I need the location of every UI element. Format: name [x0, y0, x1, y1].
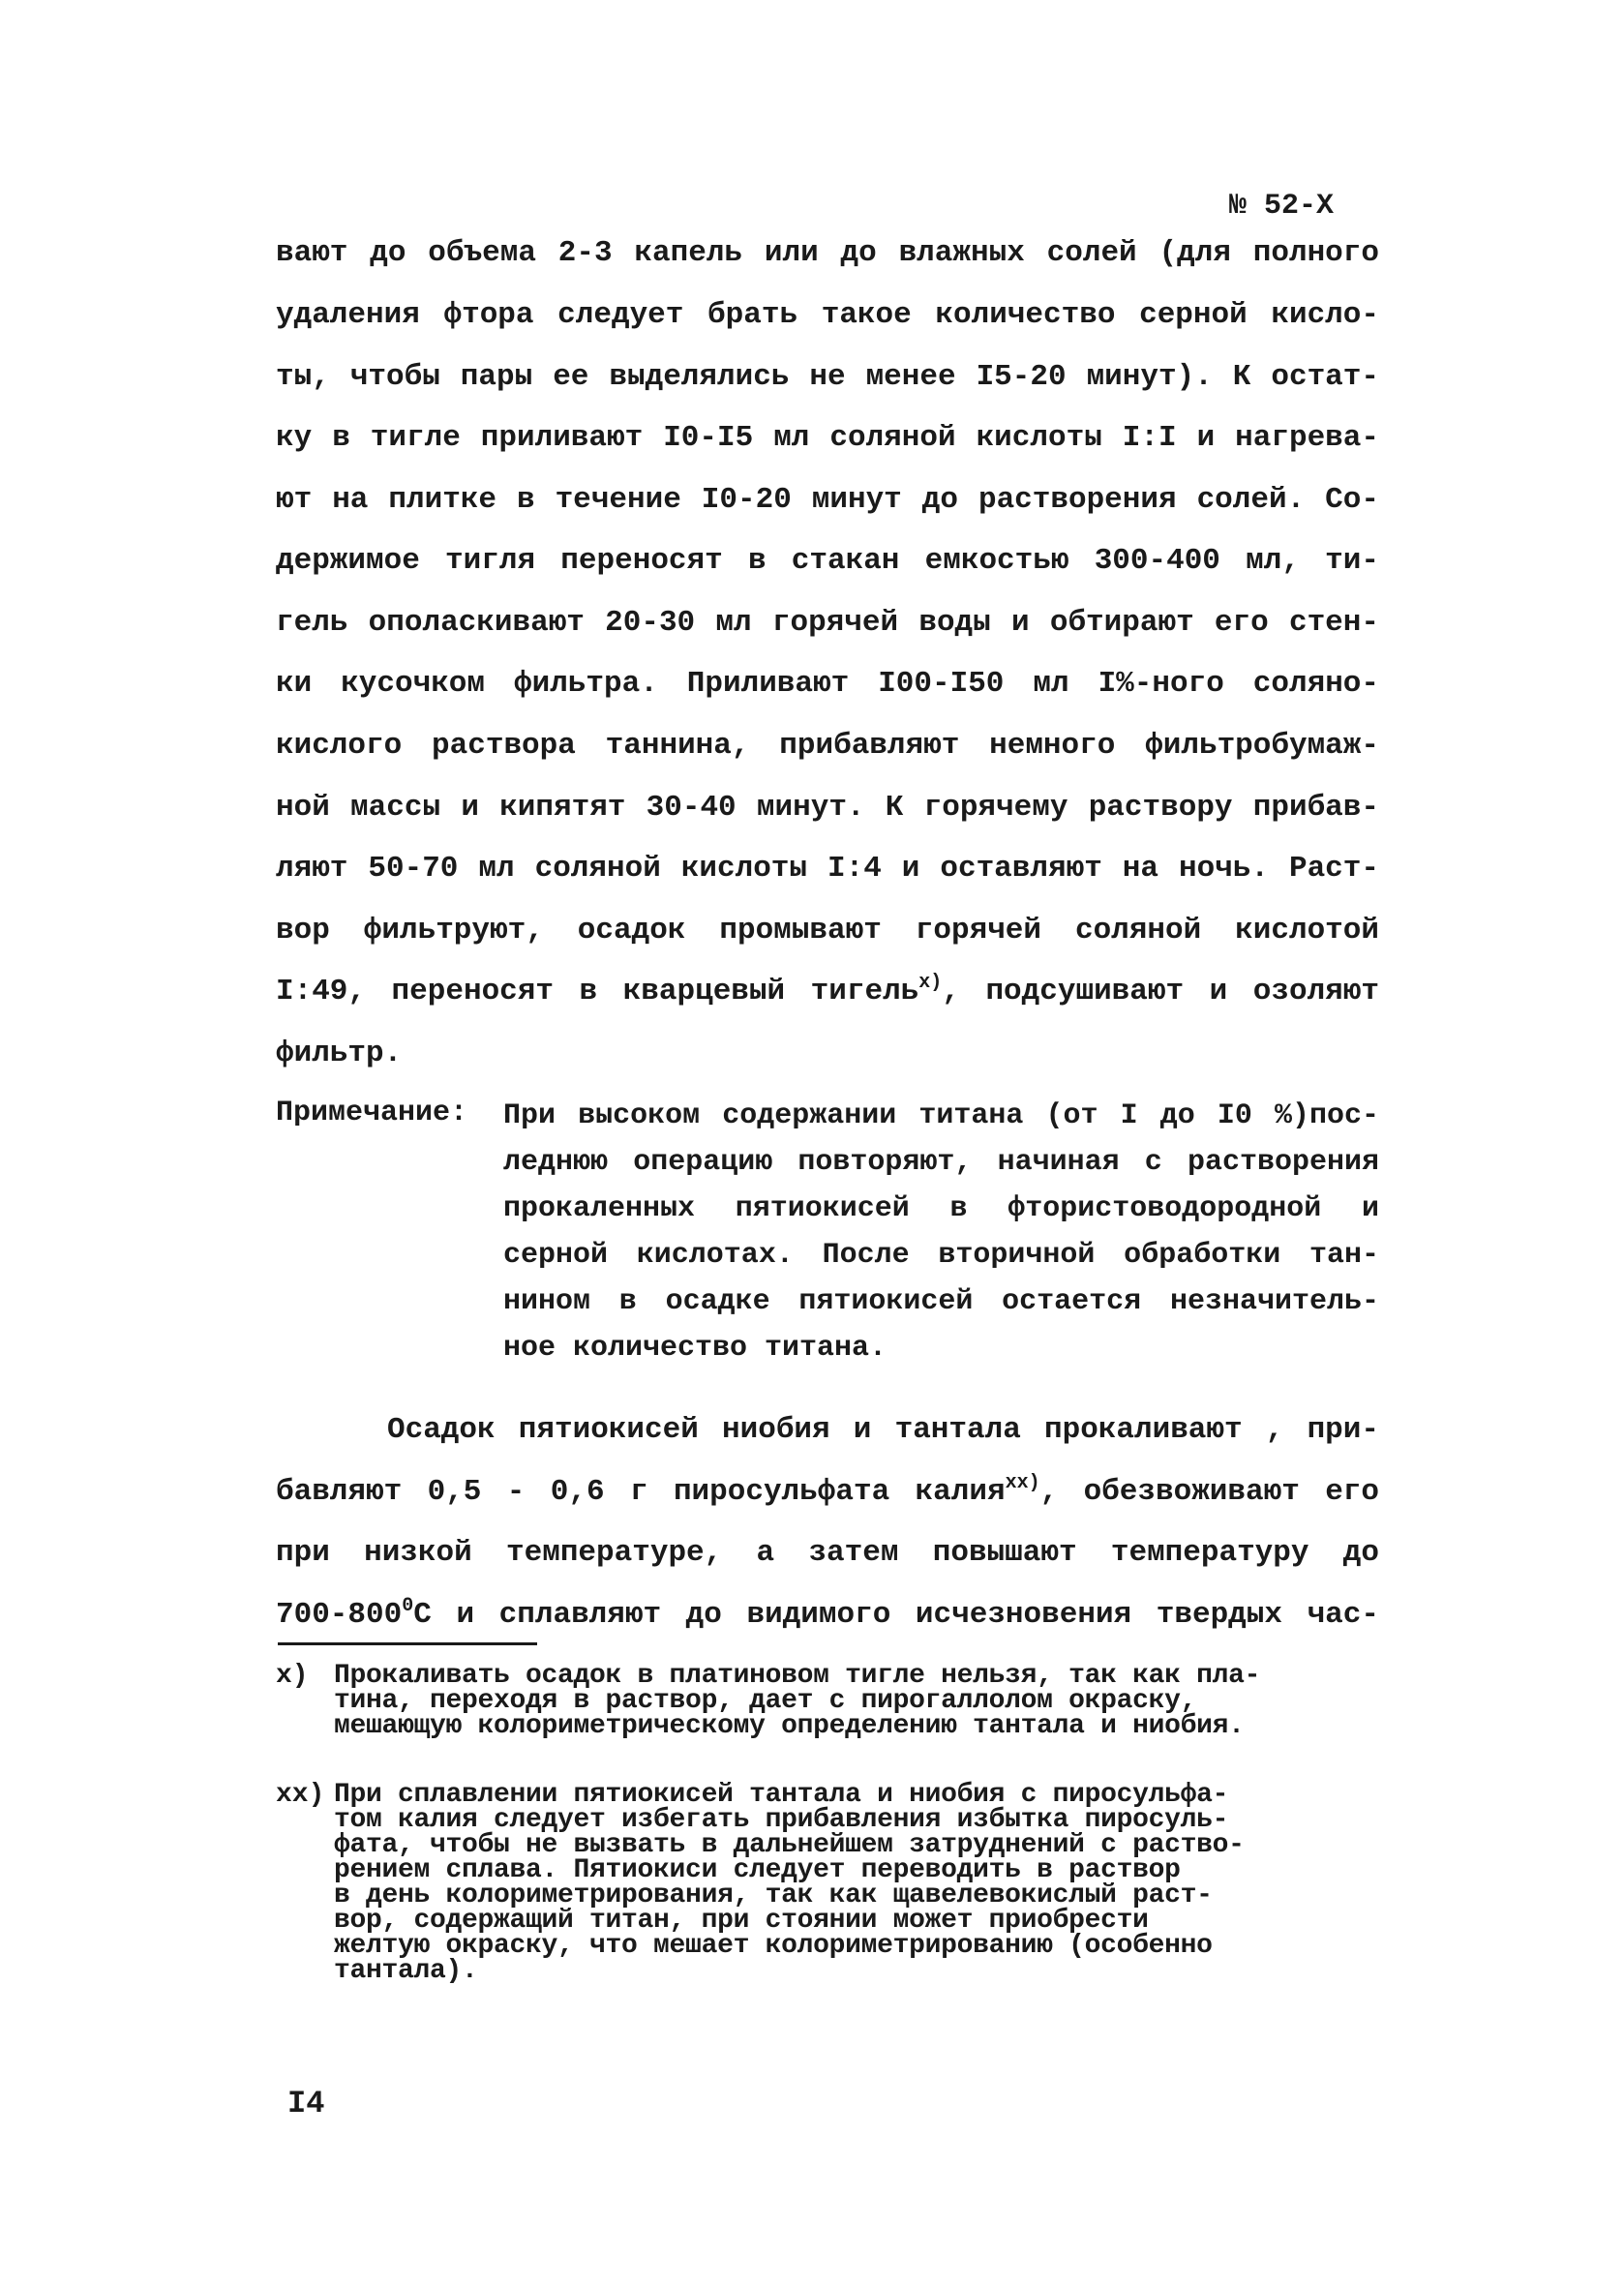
document-number: № 52-Х — [1229, 190, 1335, 223]
footnote-1-line-1: Прокаливать осадок в платиновом тигле нельзя, так как пла- — [334, 1661, 1261, 1691]
footnote-2-line-5: в день колориметрирования, так как щавелевокислый раст- — [334, 1880, 1213, 1910]
para2-line-3: при низкой температуре, а затем повышают температуру до — [276, 1536, 1379, 1570]
para1-line-10: ной массы и кипятят 30-40 минут. К горячему раствору прибав- — [276, 791, 1379, 825]
para1-line-1: вают до объема 2-3 капель или до влажных солей (для полного — [276, 236, 1379, 270]
note-line-3: прокаленных пятиокисей в фтористоводородной и — [503, 1192, 1379, 1225]
para2-line-2-text: бавляют 0,5 - 0,6 г пиросульфата калия — [276, 1475, 1006, 1509]
para2-line-4 — [276, 1596, 1379, 1635]
footnote-2-line-2: том калия следует избегать прибавления избытка пиросуль- — [334, 1805, 1229, 1835]
note-label: Примечание: — [276, 1097, 468, 1129]
para1-line-3: ты, чтобы пары ее выделялись не менее I5-20 минут). К остат- — [276, 360, 1379, 394]
footnote-2-line-4: рением сплава. Пятиокиси следует переводить в раствор — [334, 1855, 1181, 1885]
para1-line-2: удаления фтора следует брать такое количество серной кисло- — [276, 298, 1379, 332]
footnote-ref-xx: хх) — [1005, 1472, 1040, 1494]
para2-line-2 — [276, 1473, 1379, 1512]
footnote-2-marker: хх) — [276, 1780, 325, 1810]
para1-line-14: фильтр. — [276, 1037, 403, 1070]
footnote-2-line-6: вор, содержащий титан, при стоянии может приобрести — [334, 1906, 1149, 1936]
para2-line-4-text-end: С и сплавляют до видимого исчезновения твердых час- — [413, 1598, 1379, 1632]
footnote-2-line-3: фата, чтобы не вызвать в дальнейшем затруднений с раство- — [334, 1830, 1245, 1860]
note-line-2: леднюю операцию повторяют, начиная с растворения — [503, 1146, 1379, 1179]
footnote-2-line-1: При сплавлении пятиокисей тантала и ниобия с пиросульфа- — [334, 1780, 1229, 1810]
note-line-4: серной кислотах. После вторичной обработки тан- — [503, 1239, 1379, 1272]
footnote-separator — [278, 1642, 537, 1645]
page-number: I4 — [287, 2086, 325, 2121]
para1-line-11: ляют 50-70 мл соляной кислоты I:4 и оставляют на ночь. Раст- — [276, 852, 1379, 886]
degree-superscript: 0 — [402, 1595, 414, 1617]
para1-line-6: держимое тигля переносят в стакан емкостью 300-400 мл, ти- — [276, 544, 1379, 578]
para1-line-12: вор фильтруют, осадок промывают горячей соляной кислотой — [276, 914, 1379, 947]
footnote-1-line-2: тина, переходя в раствор, дает с пирогаллолом окраску, — [334, 1686, 1197, 1716]
note-line-5: нином в осадке пятиокисей остается незначитель- — [503, 1285, 1379, 1318]
para1-line-13-text: I:49, переносят в кварцевый тигель — [276, 975, 919, 1008]
note-line-6: ное количество титана. — [503, 1332, 887, 1365]
para2-line-4-text: 700-800 — [276, 1598, 403, 1632]
para1-line-13-text-end: , подсушивают и озоляют — [942, 975, 1379, 1008]
para1-line-13 — [276, 973, 1379, 1011]
footnote-2-line-7: желтую окраску, что мешает колориметрированию (особенно — [334, 1931, 1213, 1961]
para2-line-2-text-end: , обезвоживают его — [1039, 1475, 1379, 1509]
note-line-1: При высоком содержании титана (от I до I0 %)пос- — [503, 1099, 1379, 1132]
footnote-1-marker: х) — [276, 1661, 309, 1691]
footnote-ref-x: х) — [918, 972, 943, 994]
footnote-1-line-3: мешающую колориметрическому определению тантала и ниобия. — [334, 1711, 1245, 1741]
footnote-2-line-8: тантала). — [334, 1956, 478, 1986]
para1-line-9: кислого раствора таннина, прибавляют немного фильтробумаж- — [276, 729, 1379, 763]
para1-line-7: гель ополаскивают 20-30 мл горячей воды и обтирают его стен- — [276, 606, 1379, 640]
para1-line-5: ют на плитке в течение I0-20 минут до растворения солей. Со- — [276, 483, 1379, 517]
para2-line-1: Осадок пятиокисей ниобия и тантала прокаливают , при- — [387, 1413, 1379, 1447]
para1-line-4: ку в тигле приливают I0-I5 мл соляной кислоты I:I и нагрева- — [276, 421, 1379, 455]
para1-line-8: ки кусочком фильтра. Приливают I00-I50 мл I%-ного соляно- — [276, 667, 1379, 701]
